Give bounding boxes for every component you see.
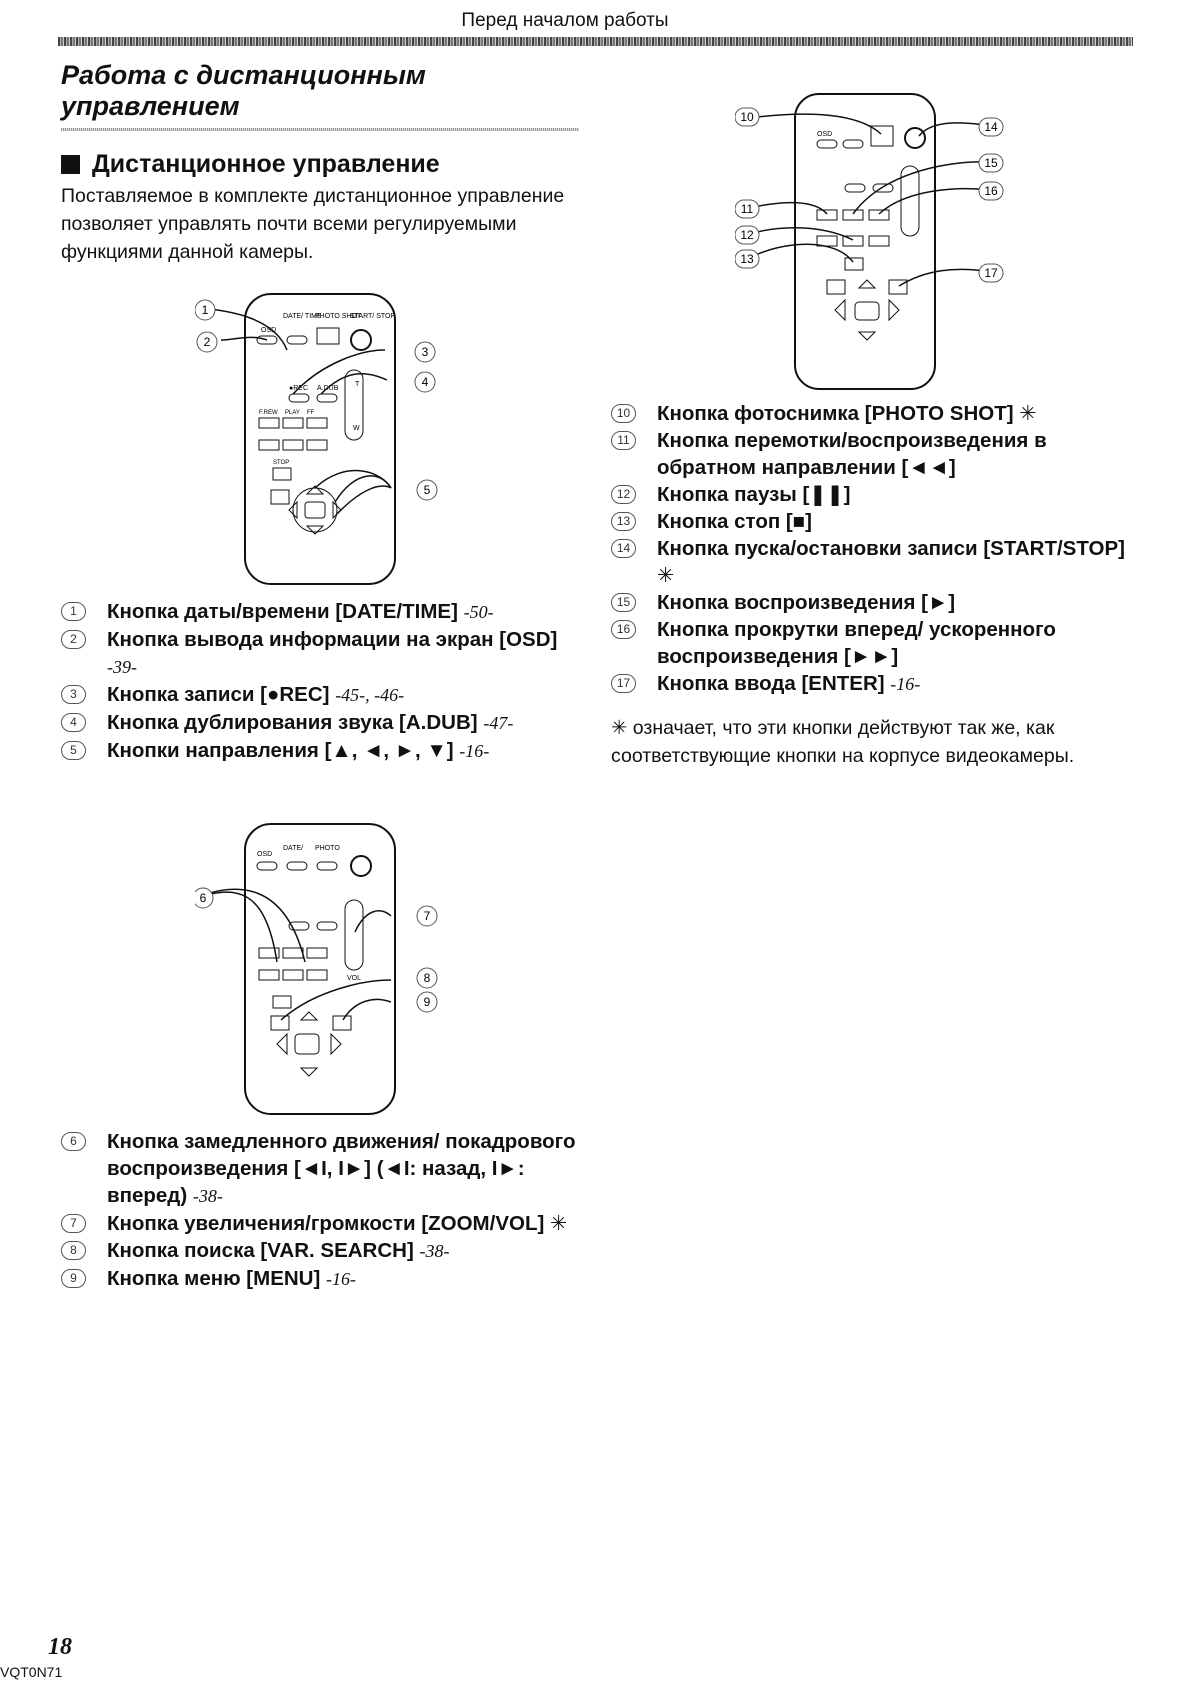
page-header: Перед началом работы <box>461 10 669 31</box>
list-item <box>611 589 1141 616</box>
items-list-right <box>611 400 1141 698</box>
label-play: PLAY <box>285 410 300 416</box>
asterisk-note: ✳ означает, что эти кнопки действуют так же, как соответствующие кнопки на корпусе видеокамеры. <box>611 717 1075 767</box>
item-ref: -50- <box>463 602 494 622</box>
item-text: Кнопка дублирования звука [A.DUB] <box>107 711 478 734</box>
document-code: VQT0N71 <box>0 1664 63 1680</box>
list-item <box>611 427 1141 481</box>
label-vol: VOL <box>347 975 362 982</box>
item-ref: -45-, -46- <box>335 685 405 705</box>
svg-text:T: T <box>355 381 360 388</box>
svg-text:W: W <box>353 425 360 432</box>
item-number: 3 <box>61 685 86 704</box>
callout-1: 1 <box>201 303 209 317</box>
item-text: Кнопка даты/времени [DATE/TIME] <box>107 600 458 623</box>
list-item <box>61 737 591 765</box>
title-line-1: Работа с дистанционным <box>61 60 426 90</box>
item-text: Кнопка перемотки/воспроизведения в обратном направлении [◄◄] <box>657 429 1047 479</box>
item-text: Кнопка стоп [■] <box>657 510 812 533</box>
label-photo-shot: PHOTO SHOT <box>315 313 362 320</box>
label-stop: STOP <box>273 460 290 466</box>
section-heading <box>61 150 440 179</box>
item-text: Кнопка замедленного движения/ покадрового воспроизведения [◄I, I►] (◄I: назад, I►: вперед) <box>107 1130 576 1207</box>
callout-8: 8 <box>423 971 431 985</box>
item-text: Кнопка ввода [ENTER] <box>657 672 885 695</box>
item-number: 1 <box>61 602 86 621</box>
item-text: Кнопка паузы [❚❚] <box>657 483 851 506</box>
list-item <box>61 1265 591 1293</box>
item-number: 7 <box>61 1214 86 1233</box>
item-text: Кнопка поиска [VAR. SEARCH] <box>107 1239 414 1262</box>
list-item <box>61 626 591 681</box>
item-text: Кнопки направления [▲, ◄, ►, ▼] <box>107 739 454 762</box>
title-rule <box>61 128 579 131</box>
item-text: Кнопка воспроизведения [►] <box>657 591 956 614</box>
svg-text:OSD: OSD <box>257 851 273 858</box>
item-number: 12 <box>611 485 636 504</box>
item-ref: -16- <box>459 741 490 761</box>
label-ff: FF <box>307 410 315 416</box>
items-list-1 <box>61 598 591 765</box>
item-number: 8 <box>61 1241 86 1260</box>
item-number: 13 <box>611 512 636 531</box>
list-item <box>61 1237 591 1265</box>
item-number: 2 <box>61 630 86 649</box>
list-item <box>611 481 1141 508</box>
item-number: 4 <box>61 713 86 732</box>
callout-2: 2 <box>203 335 211 349</box>
callout-15: 15 <box>984 156 998 170</box>
item-number: 10 <box>611 404 636 423</box>
list-item <box>61 598 591 626</box>
item-ref: ✳ <box>657 564 675 587</box>
callout-3: 3 <box>421 345 429 359</box>
items-list-2 <box>61 1128 591 1293</box>
square-bullet-icon <box>61 155 80 174</box>
list-item <box>61 1128 591 1210</box>
callout-6: 6 <box>199 891 207 905</box>
item-text: Кнопка прокрутки вперед/ ускоренного воспроизведения [►►] <box>657 618 1056 668</box>
list-item <box>61 1210 591 1237</box>
remote-illustration-3 <box>735 90 1005 395</box>
callout-17: 17 <box>984 266 998 280</box>
callout-10: 10 <box>740 110 754 124</box>
title-line-2: управлением <box>61 91 240 121</box>
item-number: 6 <box>61 1132 86 1151</box>
callout-9: 9 <box>423 995 431 1009</box>
svg-text:OSD: OSD <box>817 131 833 138</box>
item-number: 15 <box>611 593 636 612</box>
callout-5: 5 <box>423 483 431 497</box>
list-item <box>611 616 1141 670</box>
item-ref: -39- <box>107 657 137 677</box>
label-rec: ●REC <box>289 385 309 392</box>
svg-text:PHOTO: PHOTO <box>315 845 340 852</box>
item-text: Кнопка записи [●REC] <box>107 683 330 706</box>
callout-4: 4 <box>421 375 429 389</box>
callout-14: 14 <box>984 120 998 134</box>
remote-illustration-1 <box>195 290 455 590</box>
remote-illustration-2 <box>195 820 455 1120</box>
label-osd: OSD <box>261 327 277 334</box>
item-text: Кнопка увеличения/громкости [ZOOM/VOL] <box>107 1212 545 1235</box>
item-text: Кнопка фотоснимка [PHOTO SHOT] <box>657 402 1014 425</box>
label-f-rew: F.REW <box>259 410 278 416</box>
svg-text:DATE/: DATE/ <box>283 845 304 852</box>
callout-11: 11 <box>740 202 754 216</box>
item-number: 17 <box>611 674 636 693</box>
page-number: 18 <box>48 1634 72 1660</box>
item-ref: ✳ <box>550 1212 568 1235</box>
item-number: 11 <box>611 431 636 450</box>
item-ref: -16- <box>326 1269 357 1289</box>
item-number: 9 <box>61 1269 86 1288</box>
list-item <box>61 681 591 709</box>
item-number: 14 <box>611 539 636 558</box>
list-item <box>611 670 1141 698</box>
item-ref: -38- <box>192 1186 223 1206</box>
label-a-dub: A.DUB <box>317 385 339 392</box>
label-date-time: DATE/ TIME <box>283 313 322 320</box>
item-ref: -47- <box>483 713 514 733</box>
page-title <box>61 60 426 122</box>
item-ref: -38- <box>419 1241 450 1261</box>
item-number: 16 <box>611 620 636 639</box>
callout-13: 13 <box>740 252 754 266</box>
section-title: Дистанционное управление <box>92 150 440 178</box>
item-text: Кнопка вывода информации на экран [OSD] <box>107 628 558 651</box>
list-item <box>611 400 1141 427</box>
item-ref: ✳ <box>1019 402 1037 425</box>
callout-7: 7 <box>423 909 431 923</box>
item-text: Кнопка меню [MENU] <box>107 1267 321 1290</box>
item-text: Кнопка пуска/остановки записи [START/STOP] <box>657 537 1125 560</box>
item-ref: -16- <box>890 674 921 694</box>
header-bar <box>58 37 1133 46</box>
list-item <box>611 508 1141 535</box>
callout-12: 12 <box>740 228 754 242</box>
list-item <box>611 535 1141 589</box>
item-number: 5 <box>61 741 86 760</box>
list-item <box>61 709 591 737</box>
label-start-stop: START/ STOP <box>350 313 396 320</box>
intro-text: Поставляемое в комплекте дистанционное управление позволяет управлять почти всеми регулируемыми функциями данной камеры. <box>61 185 565 263</box>
callout-16: 16 <box>984 184 998 198</box>
